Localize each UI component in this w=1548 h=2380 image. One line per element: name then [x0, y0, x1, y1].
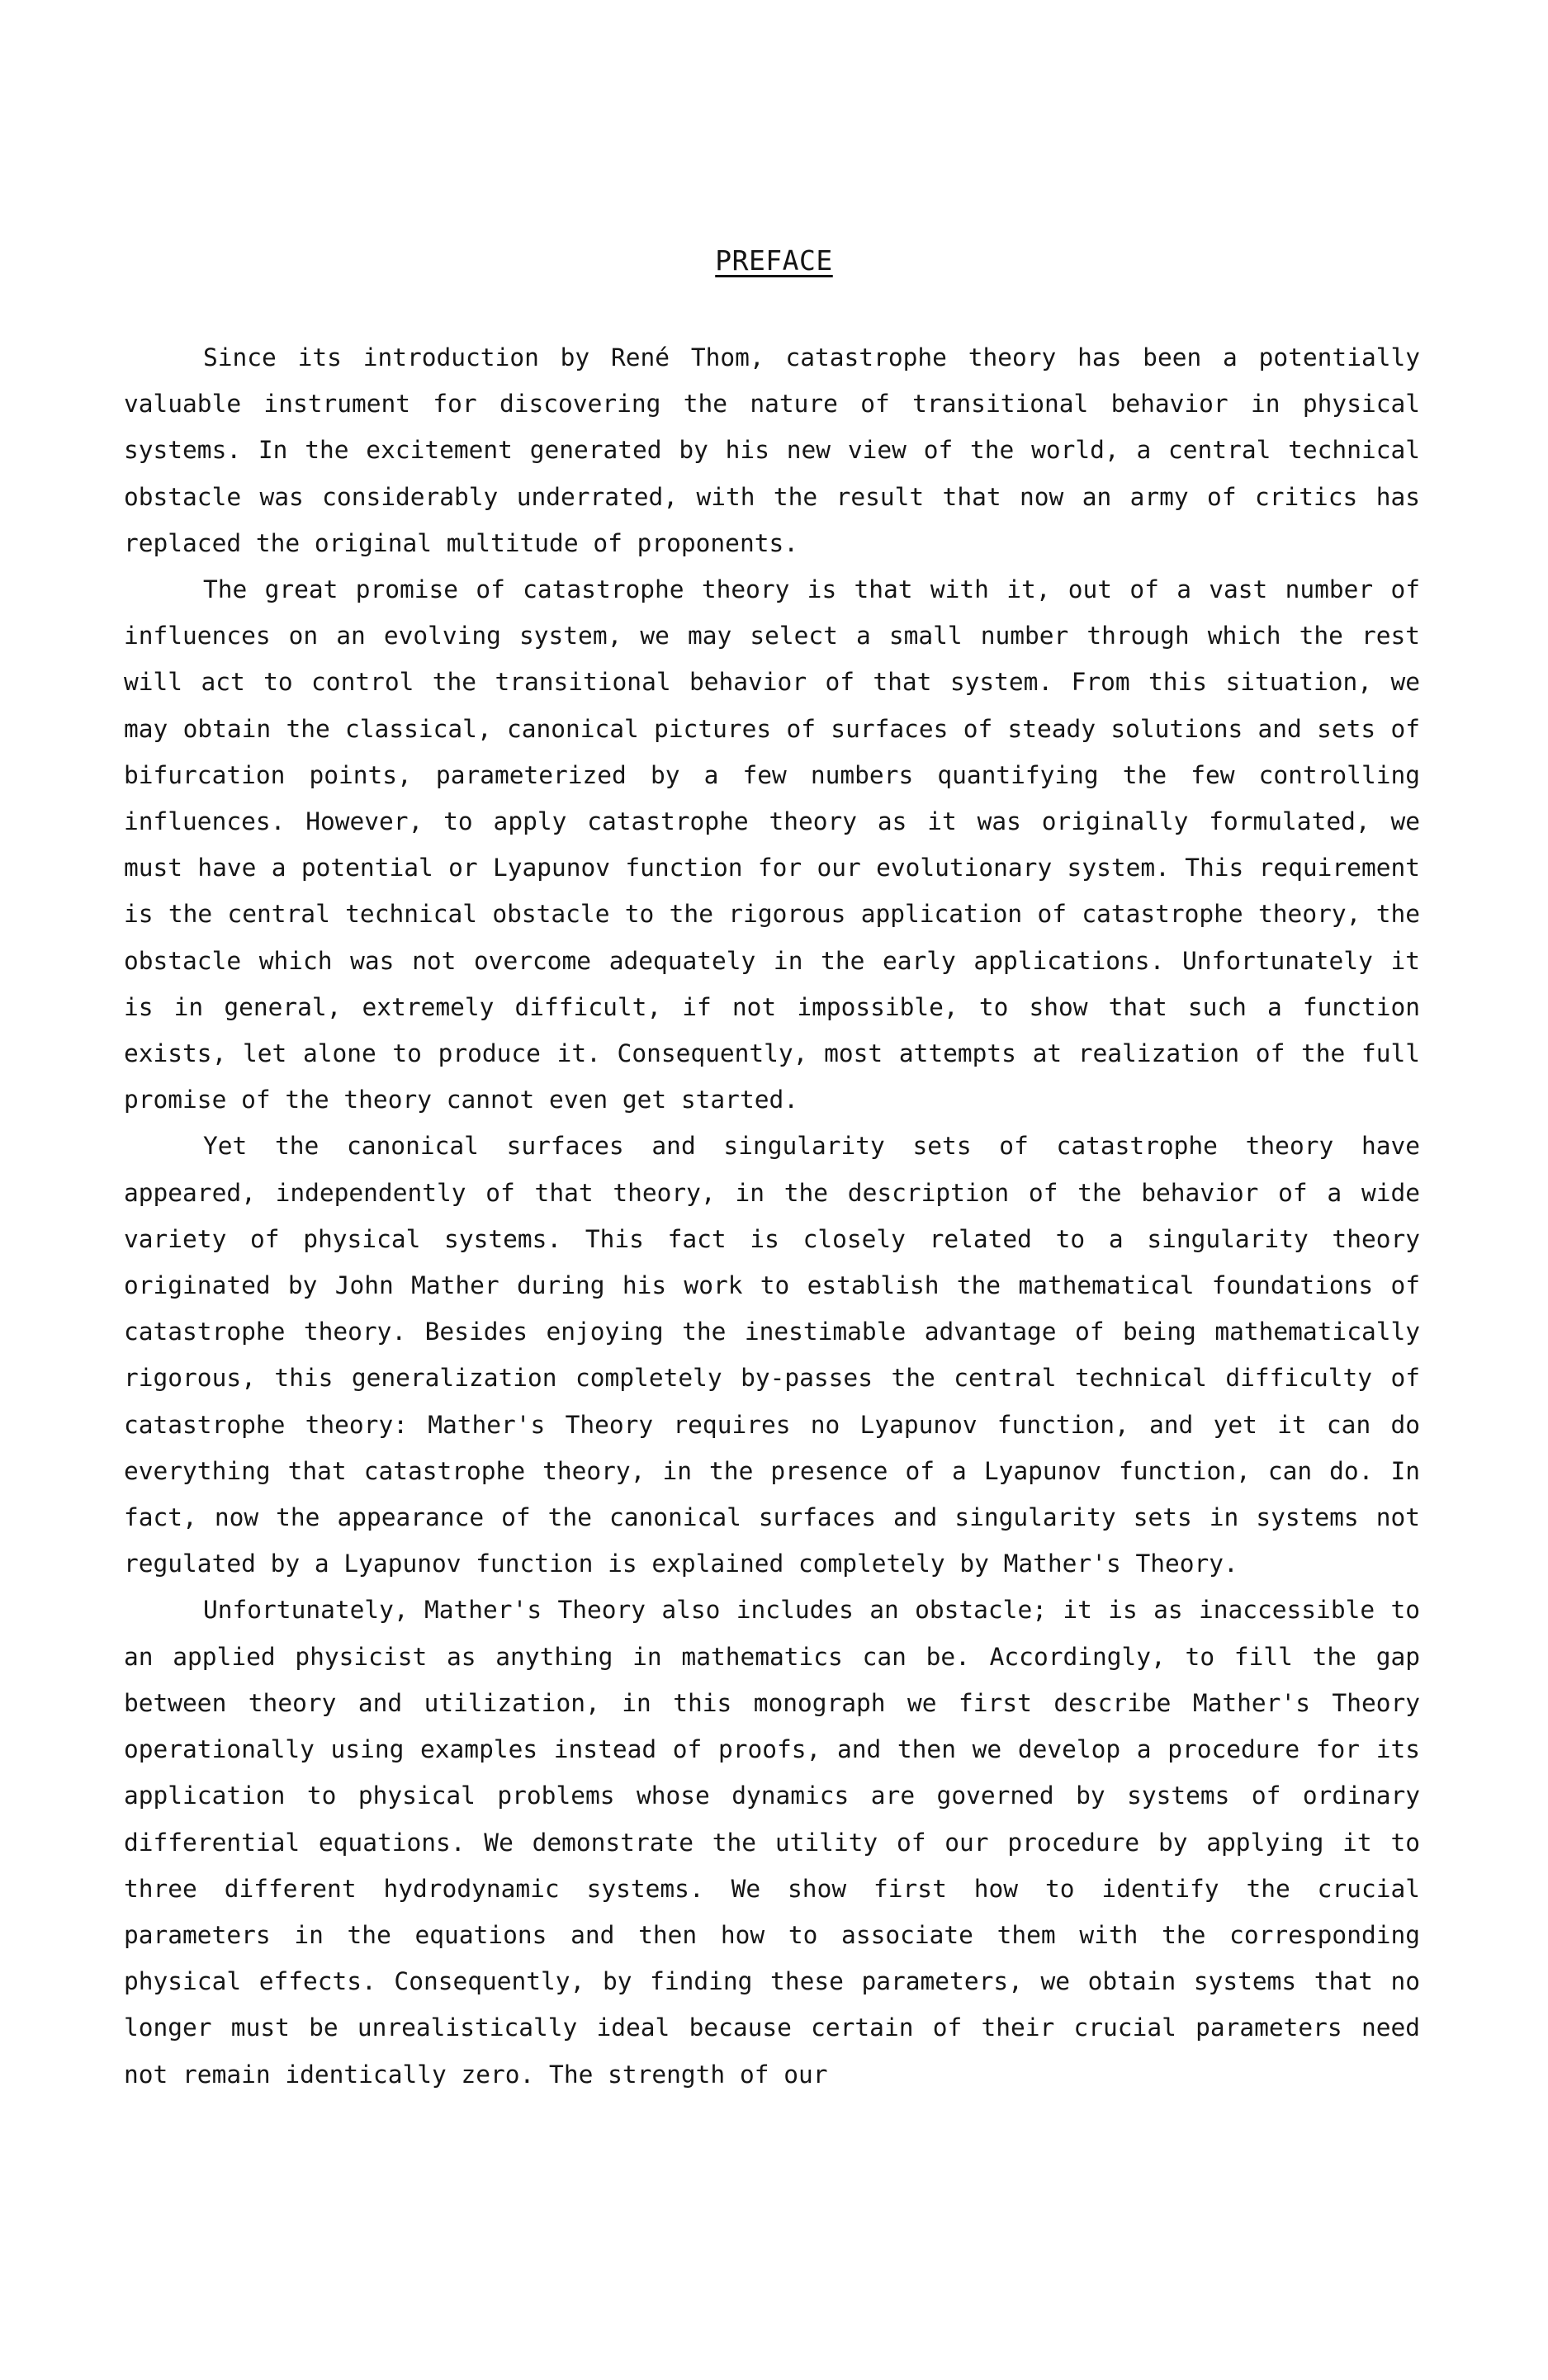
title-text: PREFACE [715, 244, 833, 277]
paragraph-1: Since its introduction by René Thom, catastrophe theory has been a potentially valuable instrument for discovering the nature of transitional behavior in physical systems. In the excitement generated by his new view of the world, a central technical obstacle was considerably underrated, with the result that now an army of critics has replaced the original multitude of proponents. [124, 343, 1420, 557]
paragraph-4: Unfortunately, Mather's Theory also includes an obstacle; it is as inaccessible to an applied physicist as anything in mathematics can be. Accordingly, to fill the gap between theory and utilization, in this monograph we first describe Mather's Theory operationally using examples instead of proofs, and then we develop a procedure for its application to physical problems whose dynamics are governed by systems of ordinary differential equations. We demonstrate the utility of our procedure by applying it to three different hydrodynamic systems. We show first how to identify the crucial parameters in the equations and then how to associate them with the corresponding physical effects. Consequently, by finding these parameters, we obtain systems that no longer must be unrealistically ideal because certain of their crucial parameters need not remain identically zero. The strength of our [124, 1596, 1420, 2089]
paragraph-3: Yet the canonical surfaces and singularity sets of catastrophe theory have appeared, independently of that theory, in the description of the behavior of a wide variety of physical systems. This fact is closely related to a singularity theory originated by John Mather during his work to establish the mathematical foundations of catastrophe theory. Besides enjoying the inestimable advantage of being mathematically rigorous, this generalization completely by-passes the central technical difficulty of catastrophe theory: Mather's Theory requires no Lyapunov function, and yet it can do everything that catastrophe theory, in the presence of a Lyapunov function, can do. In fact, now the appearance of the canonical surfaces and singularity sets in systems not regulated by a Lyapunov function is explained completely by Mather's Theory. [124, 1132, 1420, 1578]
paragraph-2: The great promise of catastrophe theory is that with it, out of a vast number of influences on an evolving system, we may select a small number through which the rest will act to control the transitional behavior of that system. From this situation, we may obtain the classical, canonical pictures of surfaces of steady solutions and sets of bifurcation points, parameterized by a few numbers quantifying the few controlling influences. However, to apply catastrophe theory as it was originally formulated, we must have a potential or Lyapunov function for our evolutionary system. This requirement is the central technical obstacle to the rigorous application of catastrophe theory, the obstacle which was not overcome adequately in the early applications. Unfortunately it is in general, extremely difficult, if not impossible, to show that such a function exists, let alone to produce it. Consequently, most attempts at realization of the full promise of the theory cannot even get started. [124, 575, 1420, 1114]
preface-body [124, 334, 1420, 2098]
page-title [0, 244, 1548, 277]
